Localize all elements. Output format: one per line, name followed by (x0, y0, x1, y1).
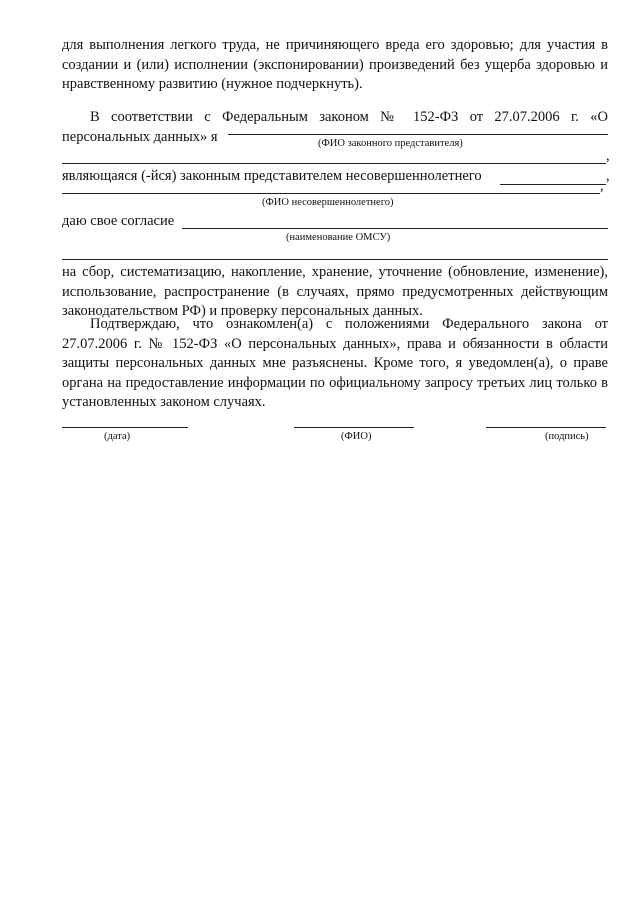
minor-caption: (ФИО несовершеннолетнего) (262, 197, 394, 208)
comma-mark-2: , (606, 168, 610, 184)
omsu-caption: (наименование ОМСУ) (286, 232, 391, 243)
omsu-name-line-2 (62, 259, 608, 260)
date-line (62, 427, 188, 428)
legal-rep-name-line (228, 134, 608, 135)
fio-caption: (ФИО) (341, 431, 372, 442)
fio-line (294, 427, 414, 428)
signature-line (486, 427, 606, 428)
legal-rep-caption: (ФИО законного представителя) (318, 138, 463, 149)
comma-mark: , (606, 148, 610, 164)
legal-rep-name-line-2 (62, 163, 606, 164)
give-consent-text: даю свое согласие (62, 213, 175, 229)
confirm-paragraph: Подтверждаю, что ознакомлен(а) с положениями Федерального закона от 27.07.2006 г. № 152-ФЗ «О персональных данных», права и обязанности в области защиты персональных данных мне разъяснены. Кроме того, я уведомлен(а), о праве органа на предоставление информации по официальному запросу третьих лиц только в установленных законом случаях. (62, 316, 608, 410)
intro-paragraph: для выполнения легкого труда, не причиняющего вреда его здоровью; для участия в создании и (или) исполнении (экспонировании) произведений без ущерба здоровью и нравственному развитию (нужное подчеркнуть). (62, 37, 608, 92)
consent-body: на сбор, систематизацию, накопление, хранение, уточнение (обновление, изменение), использование, распространение (в случаях, прямо предусмотренных действующим законодательством РФ) и проверку персональных данных. (62, 264, 608, 319)
rep-text: являющаяся (-йся) законным представителем несовершеннолетнего (62, 168, 482, 184)
consent-lead-text: В соответствии с Федеральным законом № 152-ФЗ от 27.07.2006 г. «О персональных данных» я (62, 109, 608, 145)
signature-caption: (подпись) (545, 431, 589, 442)
minor-name-line (62, 193, 600, 194)
minor-name-line-short (500, 184, 606, 185)
comma-mark-3: , (600, 178, 604, 194)
omsu-name-line (182, 228, 608, 229)
date-caption: (дата) (104, 431, 131, 442)
